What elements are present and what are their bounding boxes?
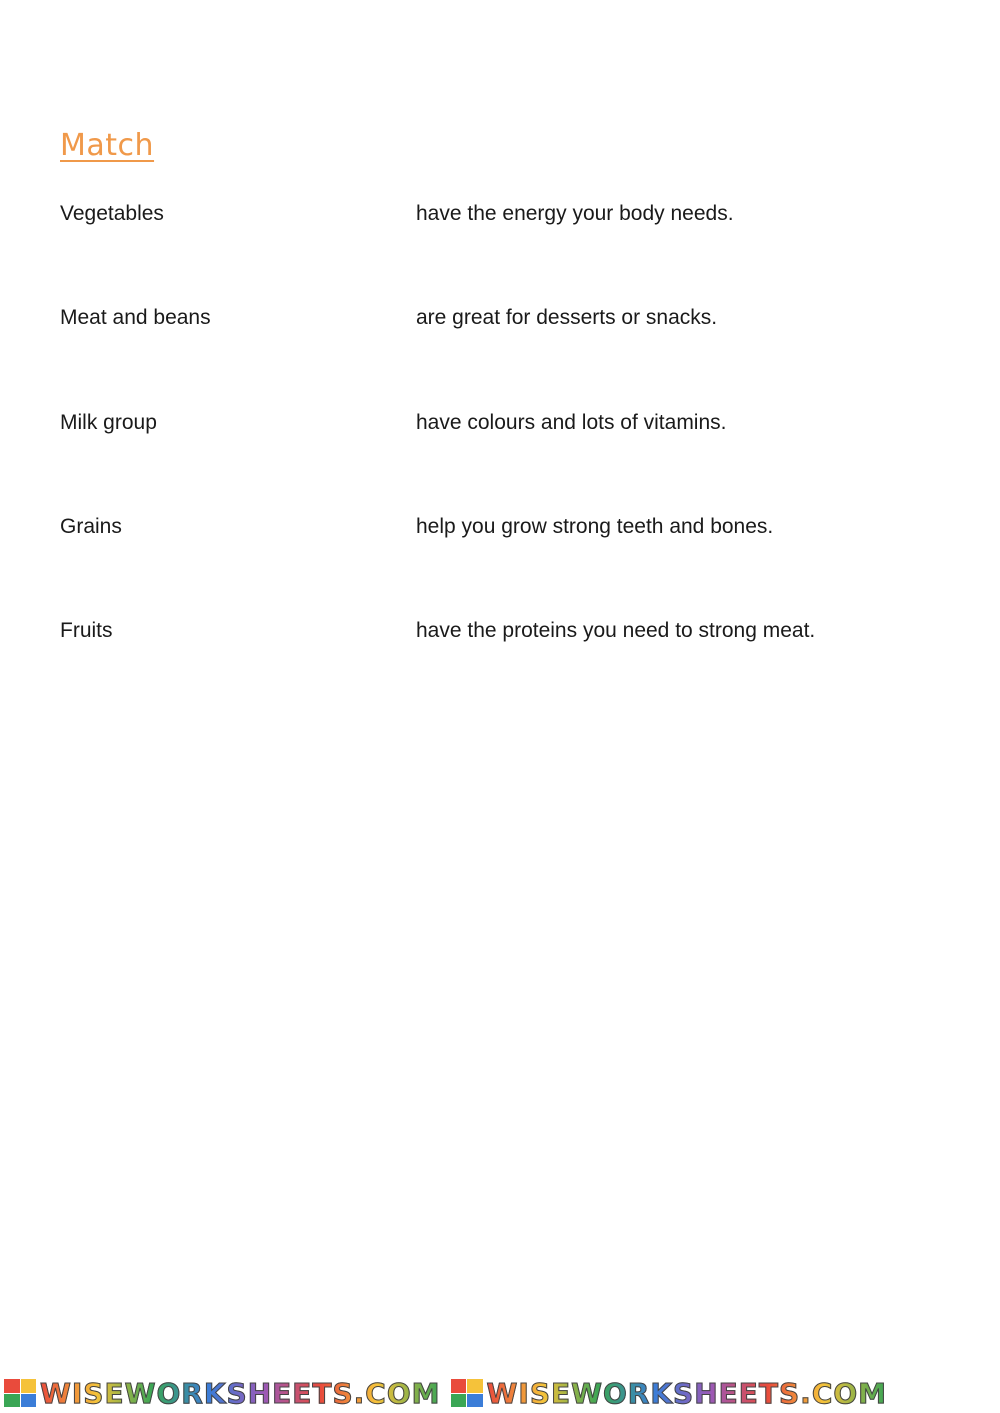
match-row <box>0 303 1000 333</box>
left-item-fruits[interactable]: Fruits <box>60 619 113 642</box>
match-row <box>0 616 1000 646</box>
left-item-vegetables[interactable]: Vegetables <box>60 202 164 225</box>
right-item-energy[interactable]: have the energy your body needs. <box>416 202 734 225</box>
match-row <box>0 408 1000 438</box>
wise-logo-icon <box>4 1379 36 1407</box>
right-item-vitamins[interactable]: have colours and lots of vitamins. <box>416 411 727 434</box>
left-item-grains[interactable]: Grains <box>60 515 122 538</box>
watermark-text: WISEWORKSHEETS.COM <box>486 1376 888 1410</box>
watermark <box>4 1377 441 1410</box>
right-item-proteins[interactable]: have the proteins you need to strong meat. <box>416 619 816 642</box>
left-item-meat-and-beans[interactable]: Meat and beans <box>60 306 211 329</box>
right-item-desserts[interactable]: are great for desserts or snacks. <box>416 306 718 329</box>
watermark <box>451 1377 888 1410</box>
watermark-text: WISEWORKSHEETS.COM <box>40 1376 441 1410</box>
left-item-milk-group[interactable]: Milk group <box>60 411 157 434</box>
match-row <box>0 199 1000 229</box>
right-item-teeth-bones[interactable]: help you grow strong teeth and bones. <box>416 515 774 538</box>
page-title: Match <box>60 128 155 163</box>
wise-logo-icon <box>451 1379 483 1407</box>
footer-watermark-banner <box>0 1373 1000 1413</box>
match-row <box>0 512 1000 542</box>
